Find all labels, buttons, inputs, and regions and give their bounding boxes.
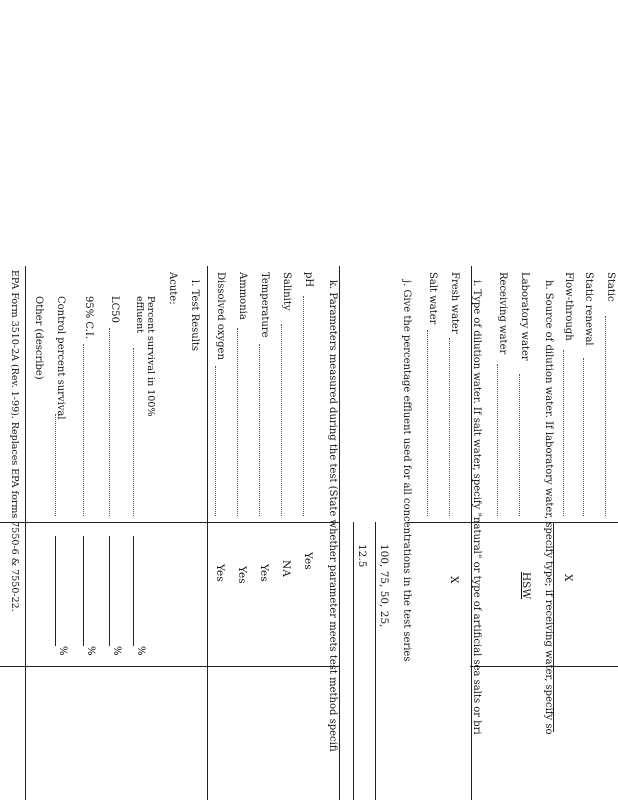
ci-unit: % xyxy=(85,646,96,656)
ci-blank xyxy=(83,536,84,646)
acute-label: Acute: xyxy=(167,272,178,305)
salt-water-label: Salt water xyxy=(427,272,438,325)
param-dissolved-oxygen-value: Yes xyxy=(214,564,226,582)
salt-water-leader xyxy=(427,330,428,516)
static-label: Static xyxy=(605,272,616,302)
lc50-leader xyxy=(109,328,110,516)
ci-label: 95% C.I. xyxy=(83,296,94,340)
control-survival-leader xyxy=(55,414,56,516)
static-leader xyxy=(605,316,606,516)
param-ammonia-value: Yes xyxy=(236,566,248,584)
type-column-rule xyxy=(408,522,472,523)
laboratory-water-leader xyxy=(519,374,520,516)
percent-survival-leader xyxy=(133,348,134,516)
dilution-source-question: h. Source of dilution water. If laboratory water, specify type; if receiving water, specify so xyxy=(543,280,554,735)
fresh-water-label: Fresh water xyxy=(449,272,460,334)
param-ph-leader xyxy=(303,296,304,516)
flow-through-leader xyxy=(563,350,564,516)
lc50-unit: % xyxy=(111,646,122,656)
section-rule-i xyxy=(471,266,472,800)
receiving-water-label: Receiving water xyxy=(497,272,508,355)
param-temperature-value: Yes xyxy=(258,564,270,582)
percent-survival-unit: % xyxy=(135,646,146,656)
param-ammonia-label: Ammonia xyxy=(237,272,248,320)
receiving-water-leader xyxy=(497,364,498,516)
bottom-rule xyxy=(25,266,26,800)
rotated-form-sheet xyxy=(0,266,618,800)
parameters-column-rule xyxy=(208,522,340,523)
param-salinity-label: Salinity xyxy=(281,272,292,311)
laboratory-water-value: HSW xyxy=(520,572,532,600)
laboratory-water-label: Laboratory water xyxy=(519,272,530,361)
effluent-concentrations-question: j. Give the percentage effluent used for all concentrations in the test series xyxy=(401,280,412,662)
param-ph-value: Yes xyxy=(302,552,314,570)
param-dissolved-oxygen-label: Dissolved oxygen xyxy=(215,272,226,360)
results-column-rule-2 xyxy=(0,666,208,667)
control-survival-unit: % xyxy=(57,646,68,656)
static-renewal-leader xyxy=(583,358,584,516)
fresh-water-mark: X xyxy=(448,576,460,584)
percent-survival-line-1: Percent survival in 100% xyxy=(145,296,156,417)
param-salinity-leader xyxy=(281,324,282,516)
param-ammonia-leader xyxy=(237,328,238,516)
control-survival-blank xyxy=(55,536,56,646)
other-describe-label: Other (describe) xyxy=(33,296,44,380)
control-survival-label: Control percent survival xyxy=(55,296,66,420)
concentrations-underline-2 xyxy=(353,522,354,800)
ci-leader xyxy=(83,344,84,516)
concentrations-line-2: 12.5 xyxy=(356,544,368,568)
parameters-question: k. Parameters measured during the test (State whether parameter meets test method specifi xyxy=(327,280,338,752)
concentrations-line-1: 100, 75, 50, 25, xyxy=(378,544,390,628)
form-footer: EPA Form 3510-2A (Rev. 1-99). Replaces EPA forms 7550-6 & 7550-22. xyxy=(9,270,20,612)
flow-through-label: Flow-through xyxy=(563,272,574,341)
param-temperature-leader xyxy=(259,344,260,516)
results-column-rule-1 xyxy=(0,522,208,523)
test-results-heading: l. Test Results xyxy=(189,280,200,352)
param-ph-label: pH xyxy=(303,272,314,288)
parameters-column-rule-2 xyxy=(208,666,340,667)
param-salinity-value: NA xyxy=(280,560,292,577)
lc50-label: LC50 xyxy=(109,296,120,324)
param-temperature-label: Temperature xyxy=(259,272,270,338)
section-rule-l xyxy=(207,266,208,800)
concentrations-underline-1 xyxy=(375,522,376,800)
param-dissolved-oxygen-leader xyxy=(215,366,216,516)
percent-survival-blank xyxy=(133,536,134,646)
flow-through-mark: X xyxy=(562,574,574,582)
lc50-blank xyxy=(109,536,110,646)
percent-survival-line-2: effluent xyxy=(134,296,145,334)
fresh-water-leader xyxy=(449,338,450,516)
dilution-type-question: i. Type of dilution water. If salt water, specify "natural" or type of artificial sea salts or bri xyxy=(471,280,482,735)
section-rule-k xyxy=(339,266,340,800)
static-renewal-label: Static renewal xyxy=(583,272,594,346)
